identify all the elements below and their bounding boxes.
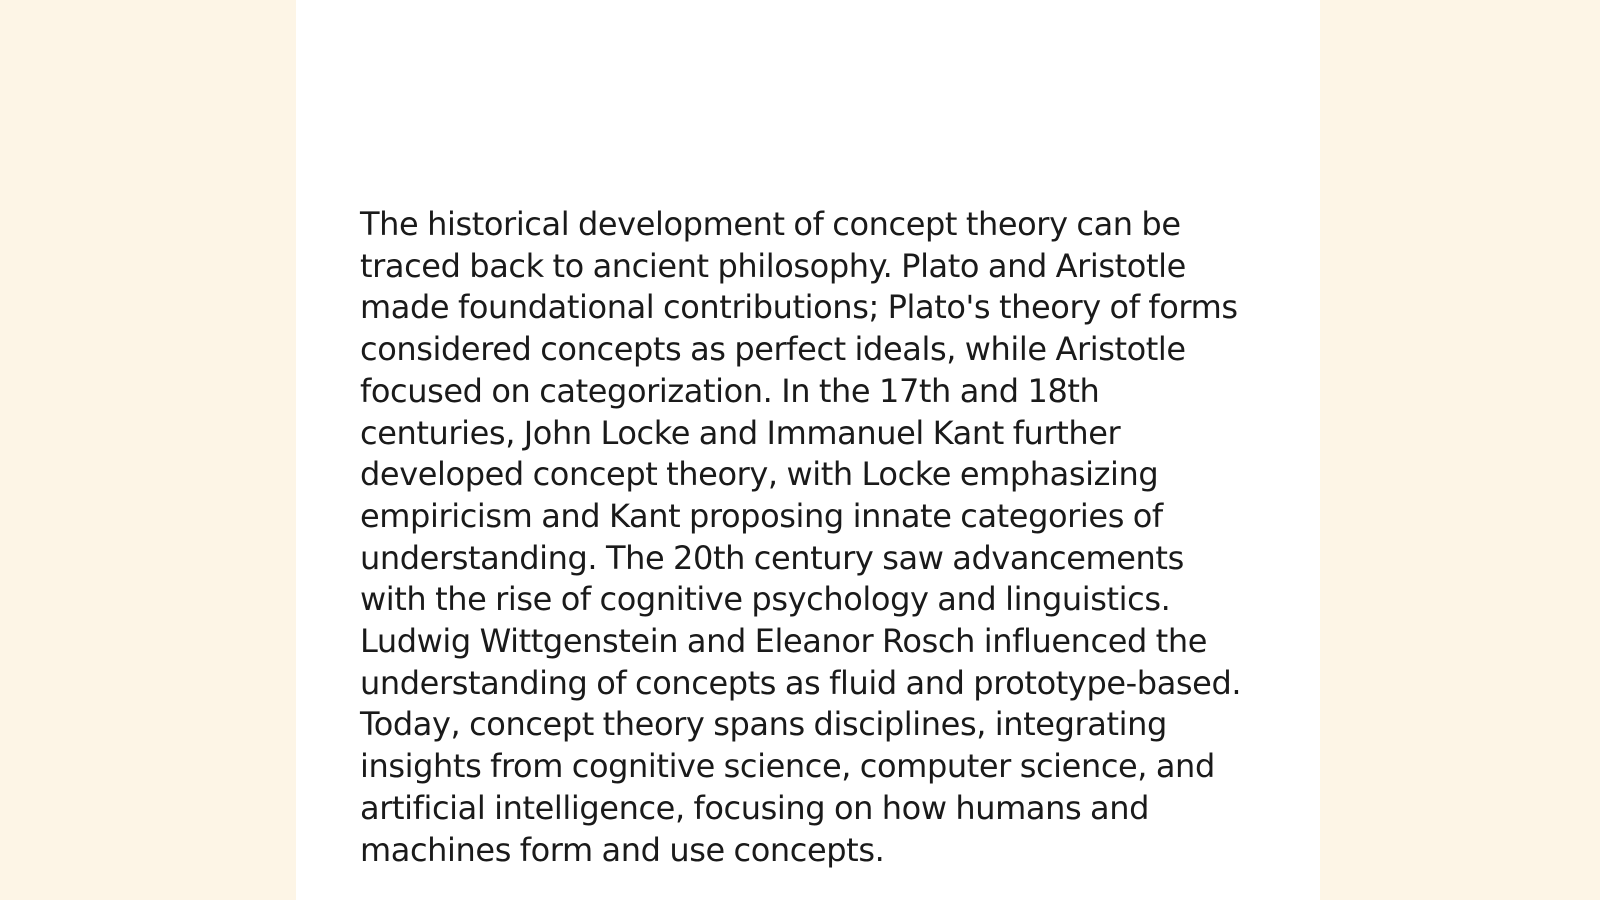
document-page	[296, 0, 1320, 900]
body-paragraph: The historical development of concept theory can be traced back to ancient philosophy. Plato and Aristotle made foundational contributions; Plato's theory of forms considered concepts as perfect ideals, while Aristotle focused on categorization. In the 17th and 18th centuries, John Locke and Immanuel Kant further developed concept theory, with Locke emphasizing empiricism and Kant proposing innate categories of understanding. The 20th century saw advancements with the rise of cognitive psychology and linguistics. Ludwig Wittgenstein and Eleanor Rosch influenced the understanding of concepts as fluid and prototype-based. Today, concept theory spans disciplines, integrating insights from cognitive science, computer science, and artificial intelligence, focusing on how humans and machines form and use concepts.	[360, 205, 1242, 869]
